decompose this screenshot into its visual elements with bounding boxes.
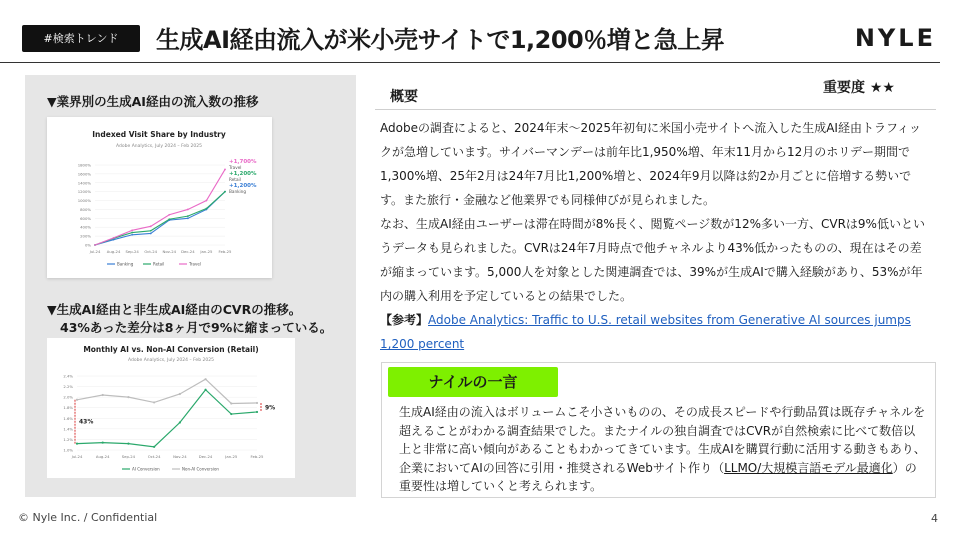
nile-comment-text [399, 403, 927, 496]
series-line-non-ai-conversion [77, 379, 257, 403]
y-tick-label: 2.2% [63, 384, 73, 390]
nyle-logo: NYLE [854, 24, 936, 52]
chart2-heading-line1: ▼生成AI経由と非生成AI経由のCVRの推移。 [47, 302, 302, 317]
importance-rating: 重要度 ★★ [823, 80, 895, 96]
copyright: © Nyle Inc. / Confidential [18, 511, 158, 524]
data-point [206, 208, 208, 210]
x-tick-label: Jan-25 [225, 454, 238, 459]
growth-annotation: +1,200% [229, 183, 257, 189]
nile-text-part1: 生成AI経由の流入はボリュームこそ小さいものの、その成長スピードや行動品質は既存チャネルを超えることがわかる調査結果でした。またナイルの独自調査ではCVRが自然検索に比べて数倍以上と非常に高い傾向があることもわかってきています。生成AIを購買行動に活用する動きもあり、企業においてAIの回答に引用・推奨されるWebサイト作り（ [399, 405, 926, 475]
x-tick-label: Oct-24 [144, 249, 158, 254]
header-divider [0, 62, 940, 63]
legend-label: Non-AI Conversion [182, 466, 219, 472]
data-point [224, 169, 226, 171]
overview-divider [375, 109, 936, 110]
industry-chart-card [47, 117, 272, 278]
reference [380, 308, 925, 356]
chart2-heading-line2: 43%あった差分は8ヶ月で9%に縮まっている。 [60, 320, 333, 335]
series-line-travel [95, 169, 225, 245]
y-tick-label: 1600% [77, 171, 91, 177]
chart1-title: Indexed Visit Share by Industry [92, 130, 226, 139]
y-tick-label: 1200% [77, 189, 91, 195]
x-tick-label: Oct-24 [147, 454, 161, 459]
reference-label: 【参考】 [380, 313, 429, 327]
nile-comment-badge: ナイルの一言 [388, 367, 558, 397]
search-trend-tag: #検索トレンド [22, 25, 140, 52]
growth-annotation-label: Banking [229, 189, 246, 194]
data-point [76, 443, 78, 445]
y-tick-label: 1800% [77, 162, 91, 168]
chart2-subtitle: Adobe Analytics, July 2024 – Feb 2025 [128, 358, 214, 363]
industry-visit-share-chart [47, 117, 272, 278]
y-tick-label: 1.0% [63, 447, 73, 453]
y-tick-label: 1000% [77, 198, 91, 204]
chart1-subtitle: Adobe Analytics, July 2024 – Feb 2025 [116, 144, 202, 149]
data-point [150, 233, 152, 235]
x-tick-label: Dec-24 [198, 454, 213, 459]
reference-link[interactable]: Adobe Analytics: Traffic to U.S. retail websites from Generative AI sources jumps 1,200 percent [380, 313, 911, 351]
data-point [256, 411, 258, 413]
data-point [187, 209, 189, 211]
gap-label: 43% [79, 418, 94, 426]
chart2-title: Monthly AI vs. Non-AI Conversion (Retail) [83, 345, 259, 354]
conversion-chart-card [47, 338, 295, 478]
page-title: 生成AI経由流入が米小売サイトで1,200％増と急上昇 [156, 26, 725, 54]
data-point [131, 232, 133, 234]
data-point [256, 402, 258, 404]
y-tick-label: 1.6% [63, 415, 73, 421]
data-point [187, 215, 189, 217]
y-tick-label: 400% [80, 224, 91, 230]
data-point [94, 244, 96, 246]
llmo-link[interactable]: LLMO/大規模言語モデル最適化 [724, 460, 893, 475]
data-point [206, 200, 208, 202]
y-tick-label: 200% [80, 233, 91, 239]
data-point [204, 378, 206, 380]
x-tick-label: Sep-24 [125, 249, 139, 254]
data-point [153, 446, 155, 448]
x-tick-label: Nov-24 [162, 249, 177, 254]
page-number: 4 [931, 512, 938, 525]
legend-label: Retail [153, 261, 165, 267]
data-point [102, 442, 104, 444]
x-tick-label: Dec-24 [181, 249, 195, 254]
data-point [153, 401, 155, 403]
data-point [150, 225, 152, 227]
chart1-heading: ▼業界別の生成AI経由の流入数の推移 [47, 94, 259, 109]
x-tick-label: Aug-24 [106, 249, 121, 254]
y-tick-label: 0% [84, 242, 91, 248]
data-point [76, 399, 78, 401]
data-point [131, 229, 133, 231]
x-tick-label: Feb-25 [218, 249, 232, 254]
data-point [168, 218, 170, 220]
y-tick-label: 600% [80, 215, 91, 221]
ai-vs-nonai-conversion-chart [47, 338, 295, 478]
data-point [187, 217, 189, 219]
nile-text-part2: ）の重要性は増していくと考えられます。 [399, 460, 917, 494]
gap-label: 9% [265, 404, 276, 412]
y-tick-label: 1400% [77, 180, 91, 186]
growth-annotation-label: Retail [229, 177, 241, 182]
data-point [127, 443, 129, 445]
x-tick-label: Feb-25 [250, 454, 264, 459]
data-point [131, 234, 133, 236]
x-tick-label: Jul-24 [89, 249, 101, 254]
legend-label: AI Conversion [132, 466, 160, 472]
data-point [102, 394, 104, 396]
data-point [179, 421, 181, 423]
growth-annotation: +1,700% [229, 159, 257, 165]
x-tick-label: Sep-24 [121, 454, 136, 459]
y-tick-label: 1.8% [63, 405, 73, 411]
y-tick-label: 1.2% [63, 436, 73, 442]
data-point [230, 402, 232, 404]
y-tick-label: 1.4% [63, 426, 73, 432]
y-tick-label: 2.0% [63, 394, 73, 400]
data-point [224, 191, 226, 193]
growth-annotation: +1,200% [229, 171, 257, 177]
overview-paragraph-2: なお、生成AI経由ユーザーは滞在時間が8%長く、閲覧ページ数が12%多い一方、CVRは9%低いというデータも見られました。CVRは24年7月時点で他チャネルより43%低かったものの、現在はその差が縮まっています。5,000人を対象とした関連調査では、39%が生成AIで購入経験があり、53%が年内の購入利用を予定しているとの結果でした。 [380, 217, 925, 303]
legend-label: Banking [117, 261, 134, 267]
data-point [179, 393, 181, 395]
data-point [230, 413, 232, 415]
data-point [127, 396, 129, 398]
overview-paragraph-1: Adobeの調査によると、2024年末〜2025年初旬に米国小売サイトへ流入した生成AI経由トラフィックが急増しています。サイバーマンデーは前年比1,950%増、年末11月から12月のホリデー期間で1,300%増、25年2月は24年7月比1,200%増と、2024年9月以降は約2か月ごとに倍増する勢いです。また旅行・金融など他業界でも同様伸びが見られました。 [380, 121, 921, 207]
data-point [168, 214, 170, 216]
y-tick-label: 800% [80, 206, 91, 212]
growth-annotation-label: Travel [229, 165, 242, 170]
overview-heading: 概要 [390, 89, 418, 105]
x-tick-label: Aug-24 [95, 454, 110, 459]
data-point [150, 230, 152, 232]
x-tick-label: Jan-25 [200, 249, 213, 254]
data-point [113, 237, 115, 239]
legend-label: Travel [189, 261, 201, 267]
overview-body [380, 116, 925, 308]
y-tick-label: 2.4% [63, 373, 73, 379]
x-tick-label: Jul-24 [71, 454, 83, 459]
data-point [204, 389, 206, 391]
x-tick-label: Nov-24 [173, 454, 187, 459]
